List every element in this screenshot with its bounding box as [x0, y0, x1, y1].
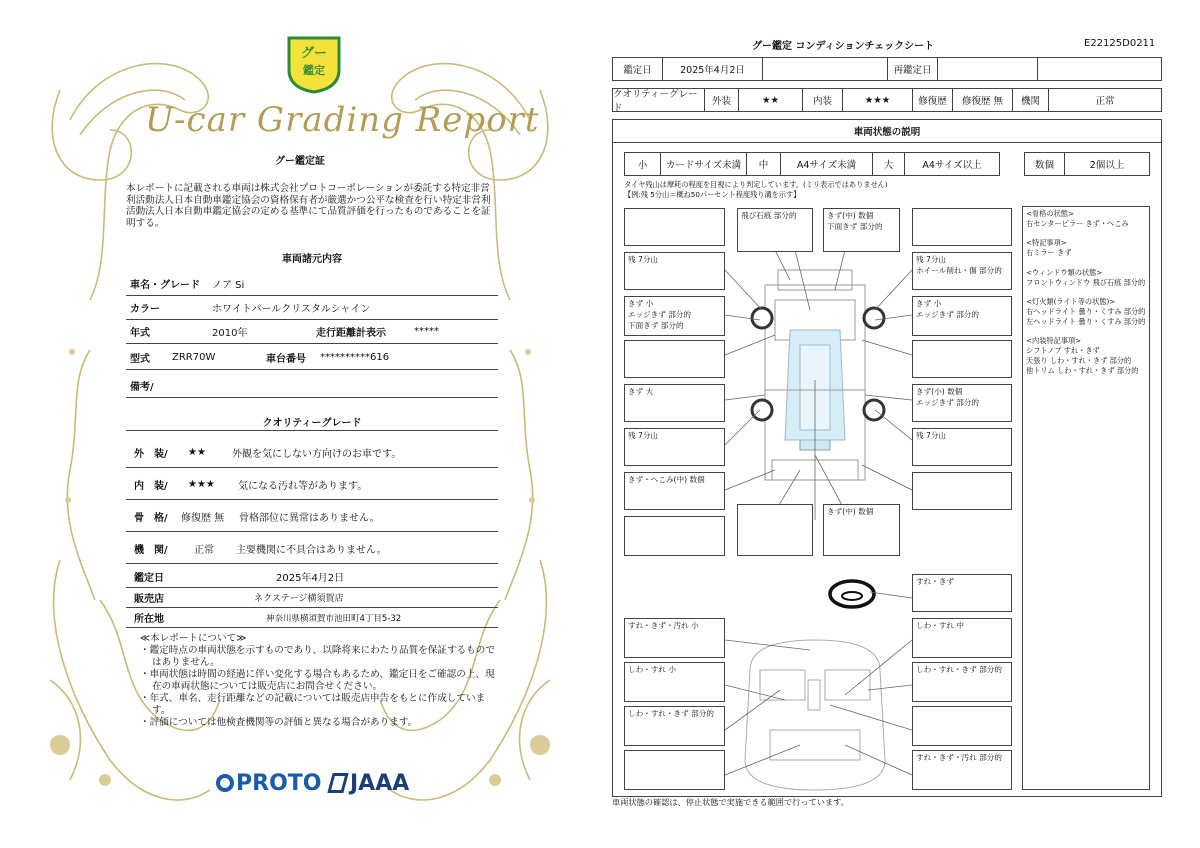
certification-text: 本レポートに記載される車両は株式会社プロトコーポレーションが委託する特定非営利活動法人日本自動車鑑定協会の資格保有者が厳選かつ公平な検査を行い特定非営利活動法人日本自動車鑑定協会の定める基準にて品質評価を行ったものであることを証明する。 [126, 183, 491, 229]
note-box: しわ・すれ・きず 部分的 [912, 662, 1012, 702]
note-box: きず 小 エッジきず 部分的 下面きず 部分的 [624, 296, 725, 336]
note-box [912, 472, 1012, 510]
spec-row-year [126, 320, 498, 344]
engine-label: 機 関/ [134, 545, 168, 556]
note-box [624, 516, 725, 556]
model-label: 型式 [130, 354, 150, 365]
note-box [912, 340, 1012, 378]
note-box [912, 706, 1012, 746]
date-value: 2025年4月2日 [276, 573, 345, 584]
proto-mark-icon [216, 774, 234, 792]
note-box [624, 750, 725, 790]
date-value: 2025年4月2日 [663, 58, 763, 80]
note-box: しわ・すれ・きず 部分的 [624, 706, 725, 746]
badge-top-text: グー [300, 46, 327, 61]
notes-heading: ≪本レポートについて≫ [140, 633, 247, 644]
note-box: すれ・きず・汚れ 部分的 [912, 750, 1012, 790]
shop-value: ネクステージ横須賀店 [254, 594, 344, 604]
report-subtitle: グー鑑定証 [275, 156, 325, 167]
spec-row-model [126, 346, 498, 370]
engine-value: 正常 [194, 545, 214, 556]
spec-row-remarks [126, 374, 498, 398]
year-value: 2010年 [212, 328, 248, 339]
remarks-label: 備考/ [130, 382, 154, 393]
recheck-label: 再鑑定日 [888, 58, 938, 80]
note-item: ・評価については他検査機関等の評価と異なる場合があります。 [140, 717, 418, 728]
exterior-stars: ★★ [188, 447, 206, 458]
address-value: 神奈川県横須賀市池田町4丁目5-32 [266, 613, 402, 624]
proto-logo-text: PROTO [236, 771, 322, 796]
note-item: ・車両状態は時間の経過に伴い変化する場合もあるため、鑑定日をご確認の上、現在の車両状態については販売店にお問合せください。 [140, 669, 495, 692]
repair-label: 修復歴 [913, 89, 953, 111]
note-box [737, 504, 813, 556]
engine-value: 正常 [1095, 96, 1115, 107]
note-box: しわ・すれ 小 [624, 662, 725, 702]
name-label: 車名・グレード [130, 280, 200, 291]
frame-text: 骨格部位に異常はありません。 [239, 513, 380, 524]
jaaa-logo-text: JAAA [350, 771, 410, 796]
quality-row-engine [126, 534, 498, 564]
note-box: しわ・すれ 中 [912, 618, 1012, 658]
note-box: きず(小) 数個 エッジきず 部分的 [912, 384, 1012, 422]
condition-details: <骨格の状態> 右センターピラー きず・へこみ <特記事項> 右ミラー きず <ウィンドウ類の状態> フロントウィンドウ 飛び石痕 部分的 <灯火類(ライト等の状態)> 右ヘッドライト 曇り・くすみ 部分的 左ヘッドライト 曇り・くすみ 部分的 <内装特記事項> シフトノブ すれ・きず 天張り しわ・すれ・きず 部分的 他トリム しわ・すれ・きず 部分的 [1022, 206, 1150, 790]
note-box: きず・へこみ(中) 数個 [624, 472, 725, 510]
specs-heading: 車両諸元内容 [282, 254, 342, 265]
sheet-title: グー鑑定 コンディションチェックシート [752, 41, 935, 52]
condition-heading: 車両状態の説明 [612, 119, 1162, 143]
date-label: 鑑定日 [613, 58, 663, 80]
divider [126, 430, 498, 431]
proto-logo [216, 771, 321, 796]
chassis-value: **********616 [320, 352, 390, 363]
interior-label: 内 装/ [134, 481, 168, 492]
note-box: すれ・きず・汚れ 小 [624, 618, 725, 658]
spec-row-color [126, 296, 498, 320]
count-value: 2個以上 [1089, 160, 1125, 171]
ext-label: 外装 [705, 89, 739, 111]
quality-row-exterior [126, 438, 498, 468]
size-small-desc: カードサイズ未満 [661, 153, 747, 175]
engine-label: 機関 [1013, 89, 1049, 111]
name-value: ノア Si [212, 280, 245, 291]
note-box: きず(中) 数個 [823, 504, 900, 556]
color-value: ホワイトパールクリスタルシャイン [212, 304, 371, 315]
jaaa-logo [330, 771, 409, 796]
frame-label: 骨 格/ [134, 513, 168, 524]
interior-stars: ★★★ [188, 479, 215, 490]
note-box: きず 小 エッジきず 部分的 [912, 296, 1012, 336]
chassis-label: 車台番号 [266, 354, 306, 365]
quality-row-frame [126, 502, 498, 532]
note-box: 残 7分山 [912, 428, 1012, 466]
report-title: U-car Grading Report [145, 100, 540, 140]
steering-wheel-icon [830, 581, 912, 607]
engine-text: 主要機関に不具合はありません。 [236, 545, 387, 556]
interior-text: 気になる汚れ等があります。 [238, 481, 368, 492]
grade-label: クオリティーグレード [613, 89, 705, 111]
repair-value: 修復歴 無 [953, 89, 1013, 111]
note-box: きず(中) 数個 下面きず 部分的 [823, 208, 900, 252]
quality-row-interior [126, 470, 498, 500]
mileage-value: ***** [414, 326, 439, 337]
frame-value: 修復歴 無 [181, 513, 225, 524]
size-large: 大 [873, 153, 905, 175]
int-value: ★★★ [843, 89, 913, 111]
note-box: すれ・きず [912, 574, 1012, 612]
address-label: 所在地 [134, 614, 164, 625]
note-box [624, 208, 725, 246]
size-large-desc: A4サイズ以上 [922, 160, 982, 171]
year-label: 年式 [130, 328, 150, 339]
note-box: 残 7分山 [624, 252, 725, 290]
shop-label: 販売店 [134, 594, 164, 605]
note-box: 残 7分山 [624, 428, 725, 466]
size-small: 小 [625, 153, 661, 175]
jaaa-mark-icon [327, 773, 348, 793]
info-row-address [126, 608, 498, 628]
color-label: カラー [130, 304, 160, 315]
size-medium-desc: A4サイズ未満 [781, 153, 873, 175]
note-box: 残 7分山 ホイール削れ・傷 部分的 [912, 252, 1012, 290]
count-label: 数個 [1025, 153, 1065, 175]
mileage-label: 走行距離計表示 [316, 328, 386, 339]
int-label: 内装 [803, 89, 843, 111]
ext-value: ★★ [739, 89, 803, 111]
footer-note: 車両状態の確認は、停止状態で実施できる範囲で行っています。 [612, 797, 849, 807]
spec-row-name [126, 272, 498, 296]
doc-id: E22125D0211 [1084, 38, 1156, 49]
date-label: 鑑定日 [134, 573, 164, 584]
condition-check-sheet [600, 0, 1200, 848]
exterior-text: 外観を気にしない方向けのお車です。 [232, 449, 402, 460]
badge-bottom-text: 鑑定 [303, 64, 325, 77]
note-box: 飛び石痕 部分的 [737, 208, 813, 252]
size-medium: 中 [747, 153, 781, 175]
report-notes [140, 633, 500, 729]
info-row-shop [126, 588, 498, 608]
exterior-label: 外 装/ [134, 449, 168, 460]
note-box [624, 340, 725, 378]
info-row-date [126, 566, 498, 588]
model-value: ZRR70W [172, 352, 216, 363]
note-box: きず 大 [624, 384, 725, 422]
note-box [912, 208, 1012, 246]
tire-note-example: 【例:残 5分山＝概ね50パーセント程度残り溝を示す】 [624, 190, 801, 199]
note-item: ・年式、車名、走行距離などの記載については販売店申告をもとに作成しています。 [140, 693, 486, 716]
goo-kantei-badge [285, 32, 343, 94]
note-item: ・鑑定時点の車両状態を示すものであり、以降将来にわたり品質を保証するものではありません。 [140, 645, 495, 668]
tire-note: タイヤ残山は摩耗の程度を目視により判定しています。(ミリ表示ではありません) [624, 180, 888, 189]
quality-heading: クオリティーグレード [262, 418, 362, 429]
